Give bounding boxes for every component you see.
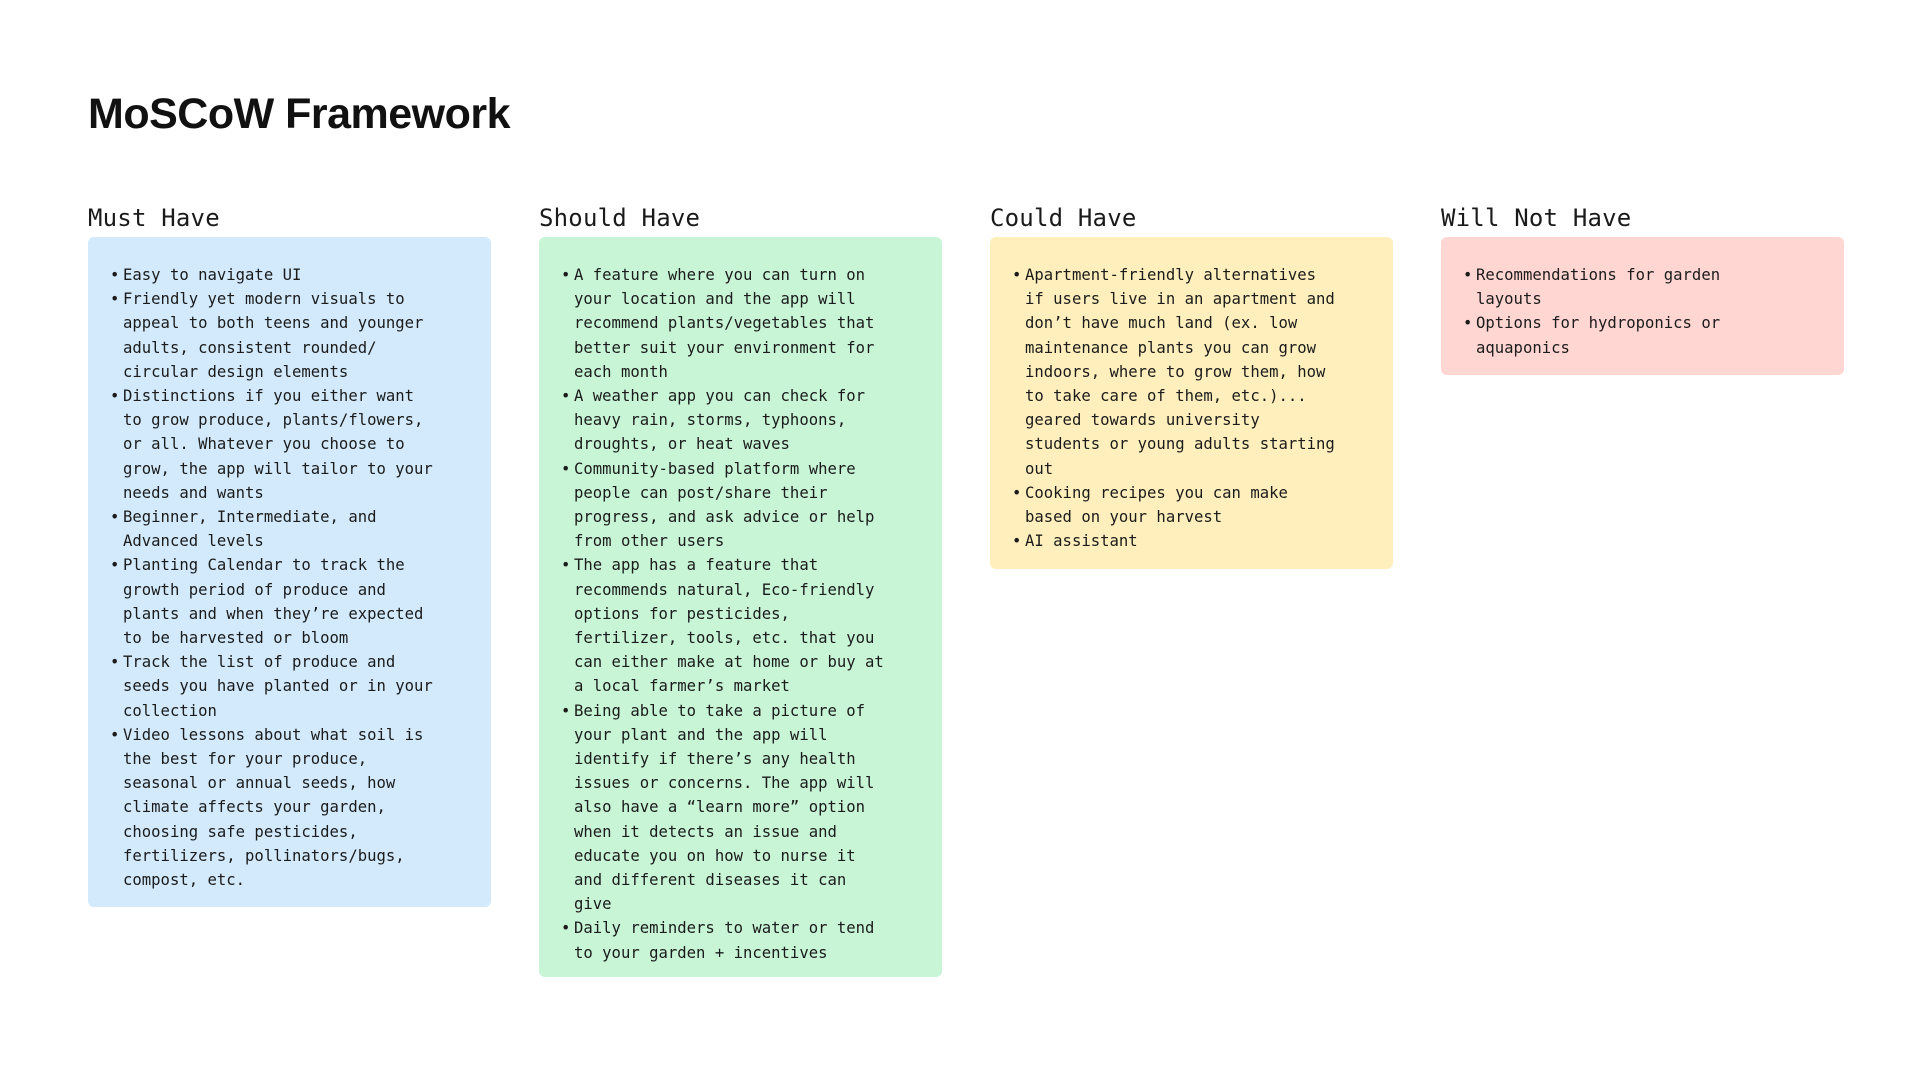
list-item: • Apartment-friendly alternatives if users live in an apartment and don’t have much land (ex. low maintenance plants you can grow indoors, where to grow them, how to take care of them, etc.)... geared towards university students or young adults starting out	[1012, 263, 1363, 481]
list-item: • The app has a feature that recommends natural, Eco-friendly options for pesticides, fertilizer, tools, etc. that you can either make at home or buy at a local farmer’s market	[561, 553, 912, 698]
list-item: • Cooking recipes you can make based on your harvest	[1012, 481, 1363, 529]
list-item: • AI assistant	[1012, 529, 1363, 553]
card-will-not-have	[1441, 237, 1844, 375]
column-could-have	[990, 203, 1393, 569]
column-heading-will-not-have: Will Not Have	[1441, 204, 1632, 232]
list-item: • Video lessons about what soil is the best for your produce, seasonal or annual seeds, how climate affects your garden, choosing safe pesticides, fertilizers, pollinators/bugs, compost, etc.	[110, 723, 461, 892]
list-item: • Options for hydroponics or aquaponics	[1463, 311, 1814, 359]
list-should-have	[561, 263, 912, 965]
column-heading-must-have: Must Have	[88, 204, 220, 232]
column-heading-could-have: Could Have	[990, 204, 1137, 232]
card-should-have	[539, 237, 942, 977]
list-item: • Planting Calendar to track the growth period of produce and plants and when they’re expected to be harvested or bloom	[110, 553, 461, 650]
list-will-not-have	[1463, 263, 1814, 360]
page-title: MoSCoW Framework	[88, 90, 511, 138]
list-item: • Friendly yet modern visuals to appeal to both teens and younger adults, consistent rounded/ circular design elements	[110, 287, 461, 384]
list-item: • Easy to navigate UI	[110, 263, 461, 287]
list-item: • Recommendations for garden layouts	[1463, 263, 1814, 311]
column-should-have	[539, 203, 942, 977]
list-item: • Distinctions if you either want to grow produce, plants/flowers, or all. Whatever you choose to grow, the app will tailor to your needs and wants	[110, 384, 461, 505]
column-must-have	[88, 203, 491, 907]
list-item: • A feature where you can turn on your location and the app will recommend plants/vegetables that better suit your environment for each month	[561, 263, 912, 384]
list-could-have	[1012, 263, 1363, 553]
list-item: • Daily reminders to water or tend to your garden + incentives	[561, 916, 912, 964]
card-could-have	[990, 237, 1393, 569]
list-item: • Community-based platform where people can post/share their progress, and ask advice or help from other users	[561, 457, 912, 554]
list-item: • Beginner, Intermediate, and Advanced levels	[110, 505, 461, 553]
column-heading-should-have: Should Have	[539, 204, 701, 232]
list-must-have	[110, 263, 461, 892]
column-will-not-have	[1441, 203, 1844, 375]
list-item: • A weather app you can check for heavy rain, storms, typhoons, droughts, or heat waves	[561, 384, 912, 457]
list-item: • Track the list of produce and seeds you have planted or in your collection	[110, 650, 461, 723]
card-must-have	[88, 237, 491, 907]
list-item: • Being able to take a picture of your plant and the app will identify if there’s any health issues or concerns. The app will also have a “learn more” option when it detects an issue and educate you on how to nurse it and different diseases it can give	[561, 699, 912, 917]
